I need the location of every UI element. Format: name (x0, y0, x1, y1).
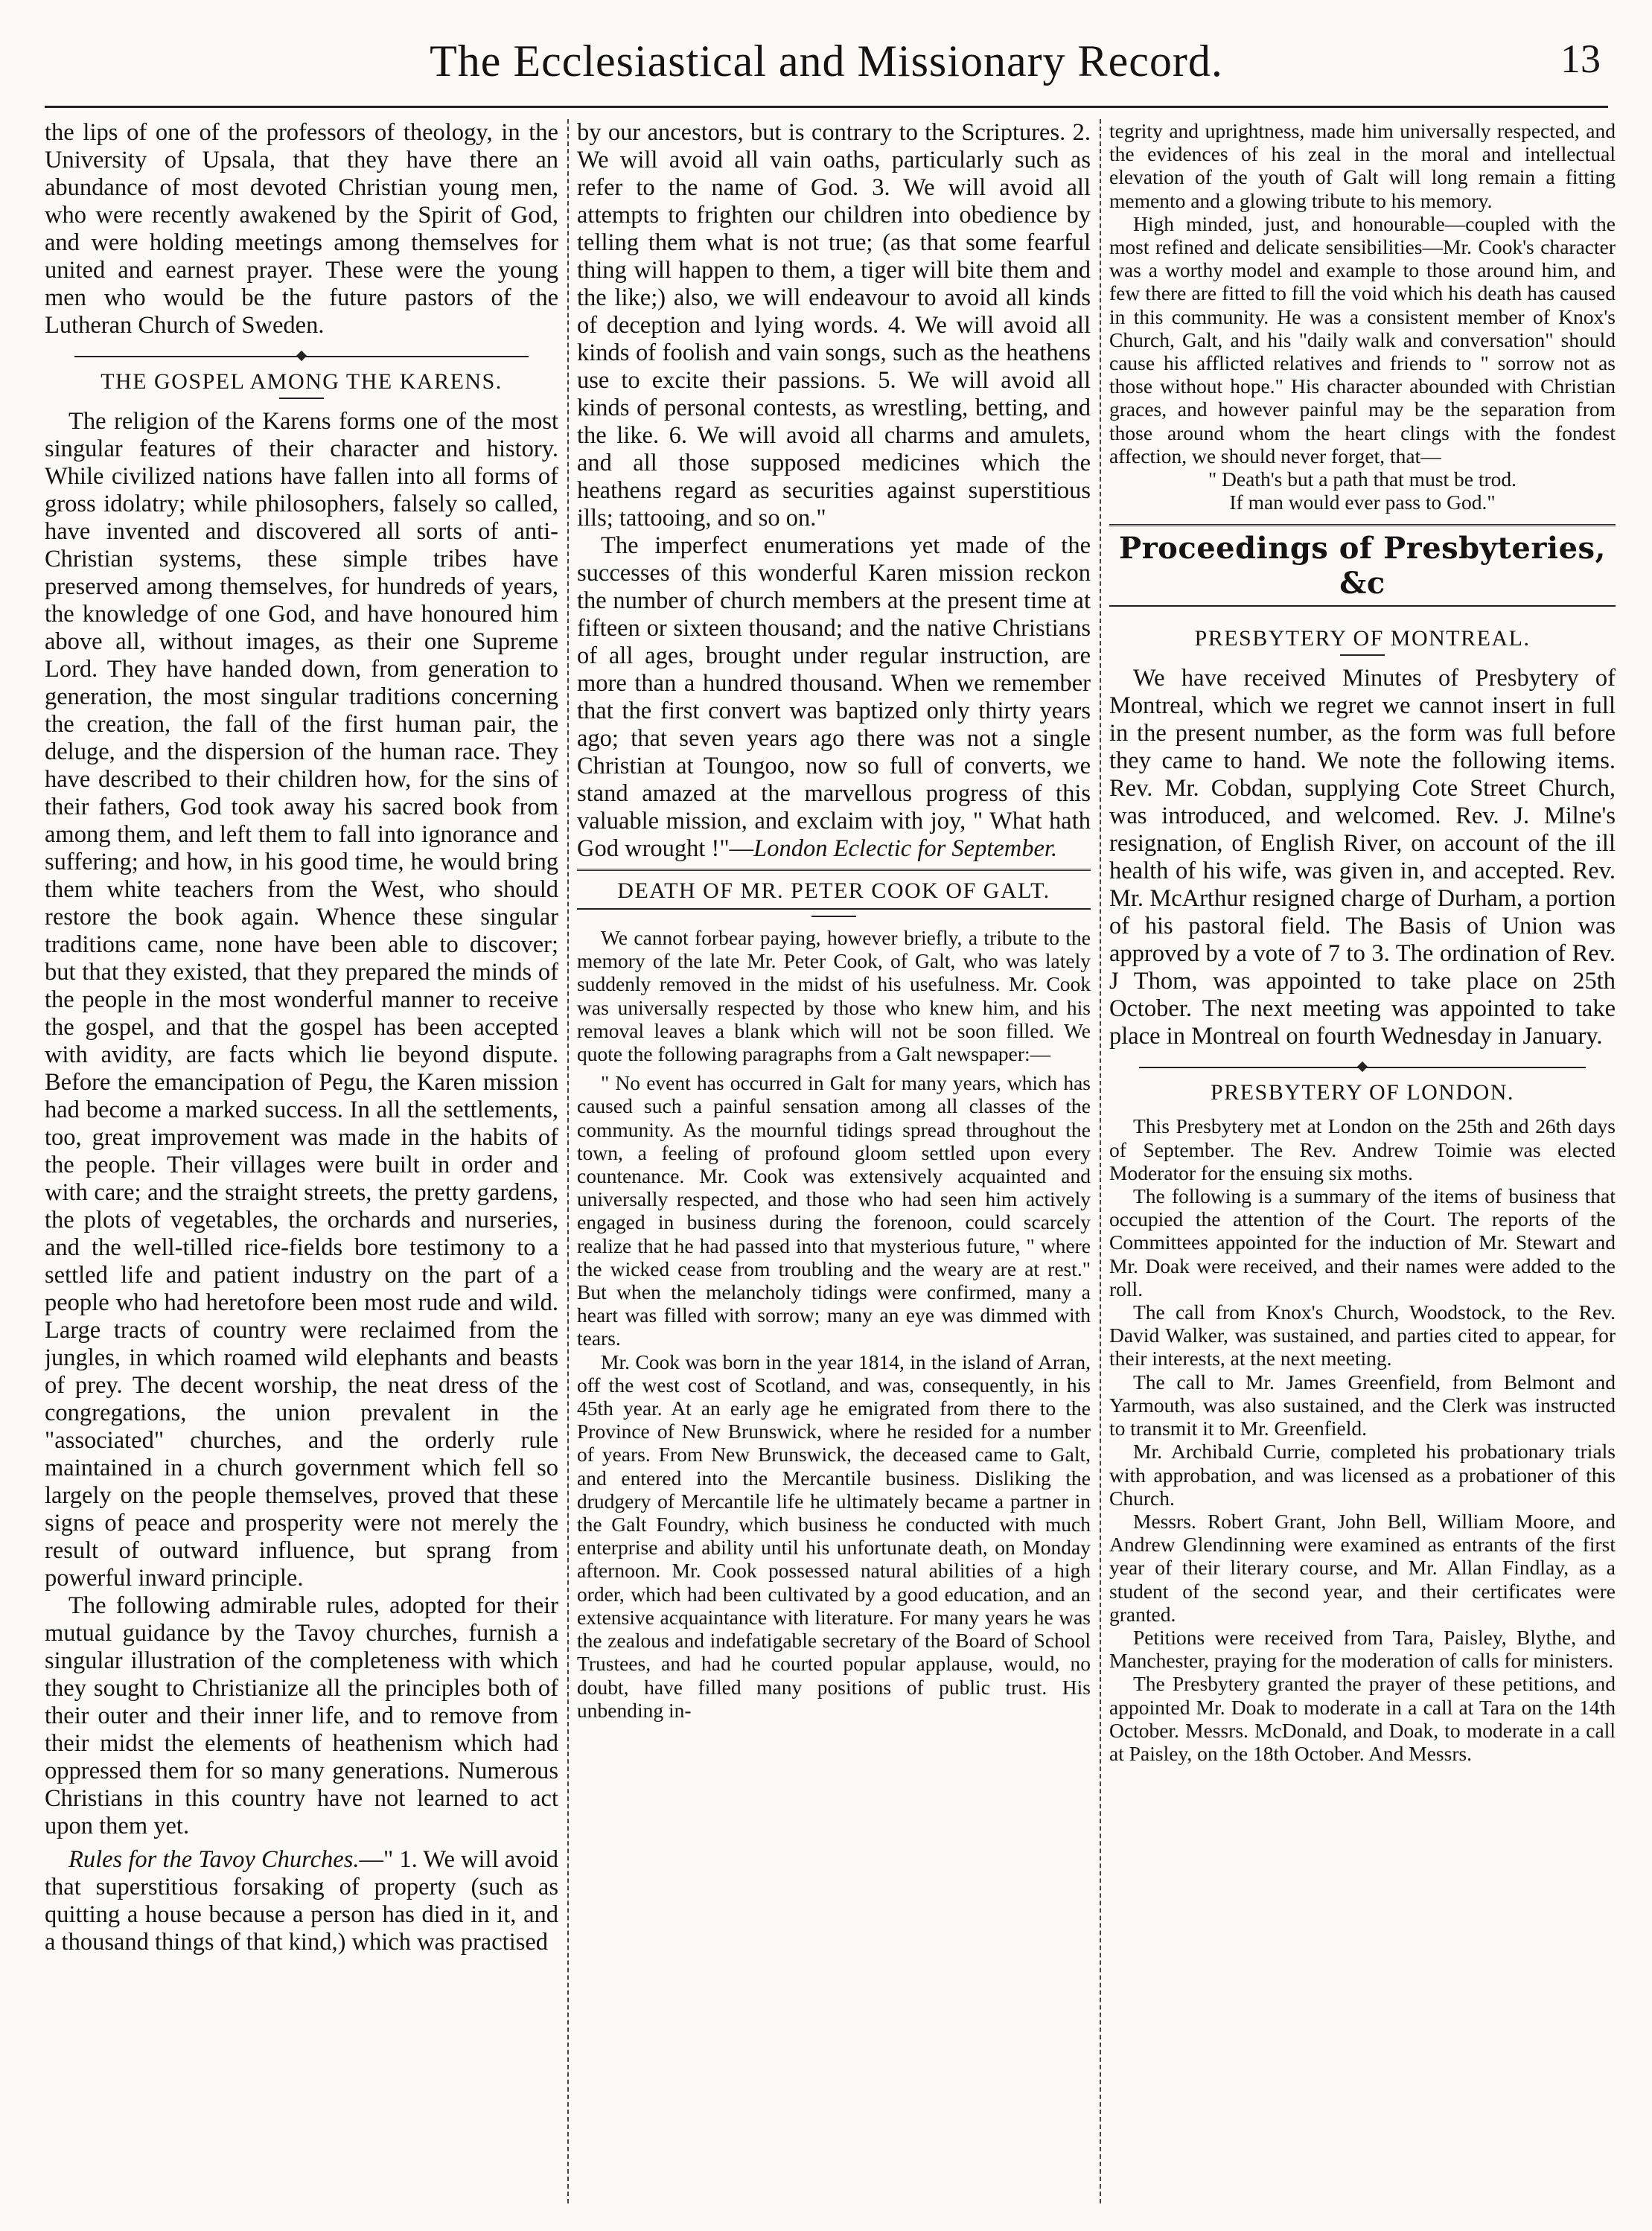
london-paragraph: Petitions were received from Tara, Paisley, Blythe, and Manchester, praying for the moderation of calls for ministers. (1109, 1625, 1616, 1673)
heading-rule (811, 916, 856, 917)
memorial-verse (1109, 467, 1616, 514)
cook-continued-paragraph: tegrity and uprightness, made him universally respected, and the evidences of his zeal in the moral and intellectual elevation of the youth of Galt will long remain a fitting memento and a glowing tribute to his memory. (1109, 119, 1616, 212)
proceedings-heading: Proceedings of Presbyteries, &c (1119, 531, 1606, 601)
page-header (45, 30, 1608, 97)
london-paragraph: The Presbytery granted the prayer of these petitions, and appointed Mr. Doak to moderate in a call at Tara on the 14th October. Messrs. McDonald, and Doak, to moderate in a call at Paisley, on the 18th October. And Messrs. (1109, 1672, 1616, 1765)
enumerations-text: The imperfect enumerations yet made of the successes of this wonderful Karen mission reckon the number of church members at the present time at fifteen or sixteen thousand; and the native Christians of all ages, brought under regular instruction, are more than a hundred thousand. When we remember that the first convert was baptized only thirty years ago; that seven years ago there was not a single Christian at Toungoo, now so full of converts, we stand amazed at the marvellous progress of this valuable mission, and exclaim with joy, " What hath God wrought !"— (577, 532, 1091, 862)
tavoy-rules-text: —" 1. We will avoid that superstitious forsaking of property (such as quitting a house because a person has died in it, and a thousand things of that kind,) which was practised (45, 1846, 558, 1956)
column-rule (1100, 119, 1101, 2203)
running-title: The Ecclesiastical and Missionary Record. (430, 36, 1223, 86)
column-left (45, 119, 558, 2203)
column-right (1109, 119, 1616, 2203)
heading-rule (1340, 654, 1385, 656)
tavoy-rules-continued: by our ancestors, but is contrary to the Scriptures. 2. We will avoid all vain oaths, particularly such as refer to the name of God. 3. We will avoid all attempts to frighten our children into obedience by telling them what is not true; (as that some fearful thing will happen to them, a tiger will bite them and the like;) also, we will endeavour to avoid all kinds of deception and lying words. 4. We will avoid all kinds of foolish and vain songs, such as the heathens use to excite their passions. 5. We will avoid all kinds of personal contests, as wrestling, betting, and the like. 6. We will avoid all charms and amulets, and all those supposed medicines which the heathens regard as securities against superstitious ills; tattooing, and so on." (577, 119, 1091, 532)
section-ornament (74, 351, 529, 362)
london-paragraph: The call to Mr. James Greenfield, from Belmont and Yarmouth, was also sustained, and the Clerk was instructed to transmit it to Mr. Greenfield. (1109, 1370, 1616, 1440)
page-number: 13 (1560, 36, 1601, 81)
karens-paragraph: The religion of the Karens forms one of the most singular features of their character and history. While civilized nations have fallen into all forms of gross idolatry; while philosophers, falsely so called, have invented and discovered all sorts of anti-Christian systems, these simple tribes have preserved among themselves, for hundreds of years, the knowledge of one God, and have honoured him above all, without images, as their one Supreme Lord. They have handed down, from generation to generation, the most singular traditions concerning the creation, the fall of the first human pair, the deluge, and the dispersion of the human race. They have described to their children how, for the sins of their fathers, God took away his sacred book from among them, and left them to fall into ignorance and suffering; and how, in his good time, he would bring them white teachers from the West, who should restore the book again. Whence these singular traditions came, none have been able to discover; but that they existed, that they prepared the minds of the people in the most wonderful manner to receive the gospel, and that the gospel has been accepted with avidity, are facts which lie beyond dispute. Before the emancipation of Pegu, the Karen mission had become a marked success. In all the settlements, too, great improvement was made in the habits of the people. Their villages were built in order and with care; and the straight streets, the pretty gardens, the plots of vegetables, the orchards and nurseries, and the well-tilled rice-fields bore testimony to a settled life and patient industry on the part of a people who had heretofore been most rude and wild. Large tracts of country were reclaimed from the jungles, in which roamed wild elephants and beasts of prey. The decent worship, the neat dress of the congregations, the union prevalent in the "associated" churches, and the orderly rule maintained in a church government which fell so largely on the people themselves, proved that these signs of peace and prosperity were not merely the result of outward influence, but sprang from powerful inward principle. (45, 408, 558, 1592)
death-heading: DEATH OF MR. PETER COOK OF GALT. (617, 878, 1050, 903)
london-paragraph: This Presbytery met at London on the 25th and 26th days of September. The Rev. Andrew Toimie was elected Moderator for the ensuing six moths. (1109, 1114, 1616, 1184)
cook-character-paragraph: High minded, just, and honourable—coupled with the most refined and delicate sensibilities—Mr. Cook's character was a worthy model and example to those around him, and few there are fitted to fill the void which his death has caused in this community. He was a consistent member of Knox's Church, Galt, and his "daily walk and conversation" should cause his afflicted relatives and friends to " sorrow not as those without hope." His character abounded with Christian graces, and however painful may be the separation from those around whom the heart clings with the fondest affection, we should never forget, that— (1109, 211, 1616, 467)
death-intro-paragraph: We cannot forbear paying, however briefly, a tribute to the memory of the late Mr. Peter Cook, of Galt, who was lately suddenly removed in the midst of his usefulness. Mr. Cook was universally respected by those who knew him, and his removal leaves a blank which will not be soon filled. We quote the following paragraphs from a Galt newspaper:— (577, 926, 1091, 1066)
upsala-paragraph: the lips of one of the professors of theology, in the University of Upsala, that they have there an abundance of most devoted Christian young men, who were recently awakened by the Spirit of God, and were holding meetings among themselves for united and earnest prayer. These were the young men who would be the future pastors of the Lutheran Church of Sweden. (45, 119, 558, 339)
montreal-heading: PRESBYTERY OF MONTREAL. (1194, 626, 1531, 651)
proceedings-heading-box (1109, 524, 1616, 607)
london-paragraph: Messrs. Robert Grant, John Bell, William Moore, and Andrew Glendinning were examined as entrants of the first year of their literary course, and Mr. Allan Findlay, as a student of the second year, and their certificates were granted. (1109, 1509, 1616, 1626)
london-paragraph: Mr. Archibald Currie, completed his probationary trials with approbation, and was licensed as a probationer of this Church. (1109, 1440, 1616, 1510)
header-rule (45, 106, 1608, 108)
heading-rule (279, 398, 324, 399)
london-paragraph: The following is a summary of the items of business that occupied the attention of the Court. The reports of the Committees appointed for the induction of Mr. Stewart and Mr. Doak were received, and their names were added to the roll. (1109, 1184, 1616, 1300)
death-biography-paragraph: Mr. Cook was born in the year 1814, in the island of Arran, off the west cost of Scotland, and was, consequently, in his 45th year. At an early age he emigrated from there to the Province of New Brunswick, where he resided for a number of years. From New Brunswick, the deceased came to Galt, and entered into the Mercantile business. Disliking the drudgery of Mercantile life he ultimately became a partner in the Galt Foundry, which business he conducted with much enterprise and ability until his unfortunate death, on Monday afternoon. Mr. Cook possessed natural abilities of a high order, which had been cultivated by a good education, and an extensive acquaintance with literature. For many years he was the zealous and indefatigable secretary of the Board of School Trustees, and had he courted popular applause, would, no doubt, have filled many positions of public trust. His unbending in- (577, 1350, 1091, 1722)
verse-line: If man would ever pass to God." (1229, 491, 1496, 514)
section-ornament (1139, 1062, 1586, 1073)
death-heading-box (577, 869, 1091, 910)
column-middle (577, 119, 1091, 2203)
tavoy-rules-paragraph (45, 1846, 558, 1956)
montreal-paragraph: We have received Minutes of Presbytery of Montreal, which we regret we cannot insert in full in the present number, as the form was full before they came to hand. We note the following items. Rev. Mr. Cobdan, supplying Cote Street Church, was introduced, and welcomed. Rev. J. Milne's resignation, of English River, on account of the ill health of his wife, was given in, and accepted. Rev. Mr. McArthur resigned charge of Durham, a portion of his pastoral field. The Basis of Union was approved by a vote of 7 to 3. The ordination of Rev. J Thom, was appointed to take place on 25th October. The next meeting was appointed to take place in Montreal on fourth Wednesday in January. (1109, 665, 1616, 1050)
karens-heading: THE GOSPEL AMONG THE KARENS. (101, 369, 503, 394)
london-heading: PRESBYTERY OF LONDON. (1211, 1080, 1514, 1105)
death-quote-paragraph: " No event has occurred in Galt for many years, which has caused such a painful sensation among all classes of the community. As the mournful tidings spread throughout the town, a feeling of profound gloom settled upon every countenance. Mr. Cook was extensively acquainted and universally respected, and those who had seen him actively engaged in business during the forenoon, could scarcely realize that he had passed into that mysterious future, " where the wicked cease from troubling and the weary are at rest." But when the melancholy tidings were confirmed, many a heart was filled with sorrow; many an eye was dimmed with tears. (577, 1071, 1091, 1350)
tavoy-rules-label: Rules for the Tavoy Churches. (68, 1846, 360, 1873)
enumerations-source: London Eclectic for September. (753, 835, 1058, 862)
karens-rules-intro: The following admirable rules, adopted for their mutual guidance by the Tavoy churches, furnish a singular illustration of the completeness with which they sought to Christianize all the principles both of their outer and their inner life, and to remove from their midst the elements of heathenism which had oppressed them for so many generations. Numerous Christians in this country have not learned to act upon them yet. (45, 1592, 558, 1839)
column-rule (567, 119, 569, 2203)
enumerations-paragraph (577, 532, 1091, 863)
verse-line: " Death's but a path that must be trod. (1208, 467, 1517, 491)
london-paragraph: The call from Knox's Church, Woodstock, to the Rev. David Walker, was sustained, and parties cited to appear, for their interests, at the next meeting. (1109, 1300, 1616, 1370)
